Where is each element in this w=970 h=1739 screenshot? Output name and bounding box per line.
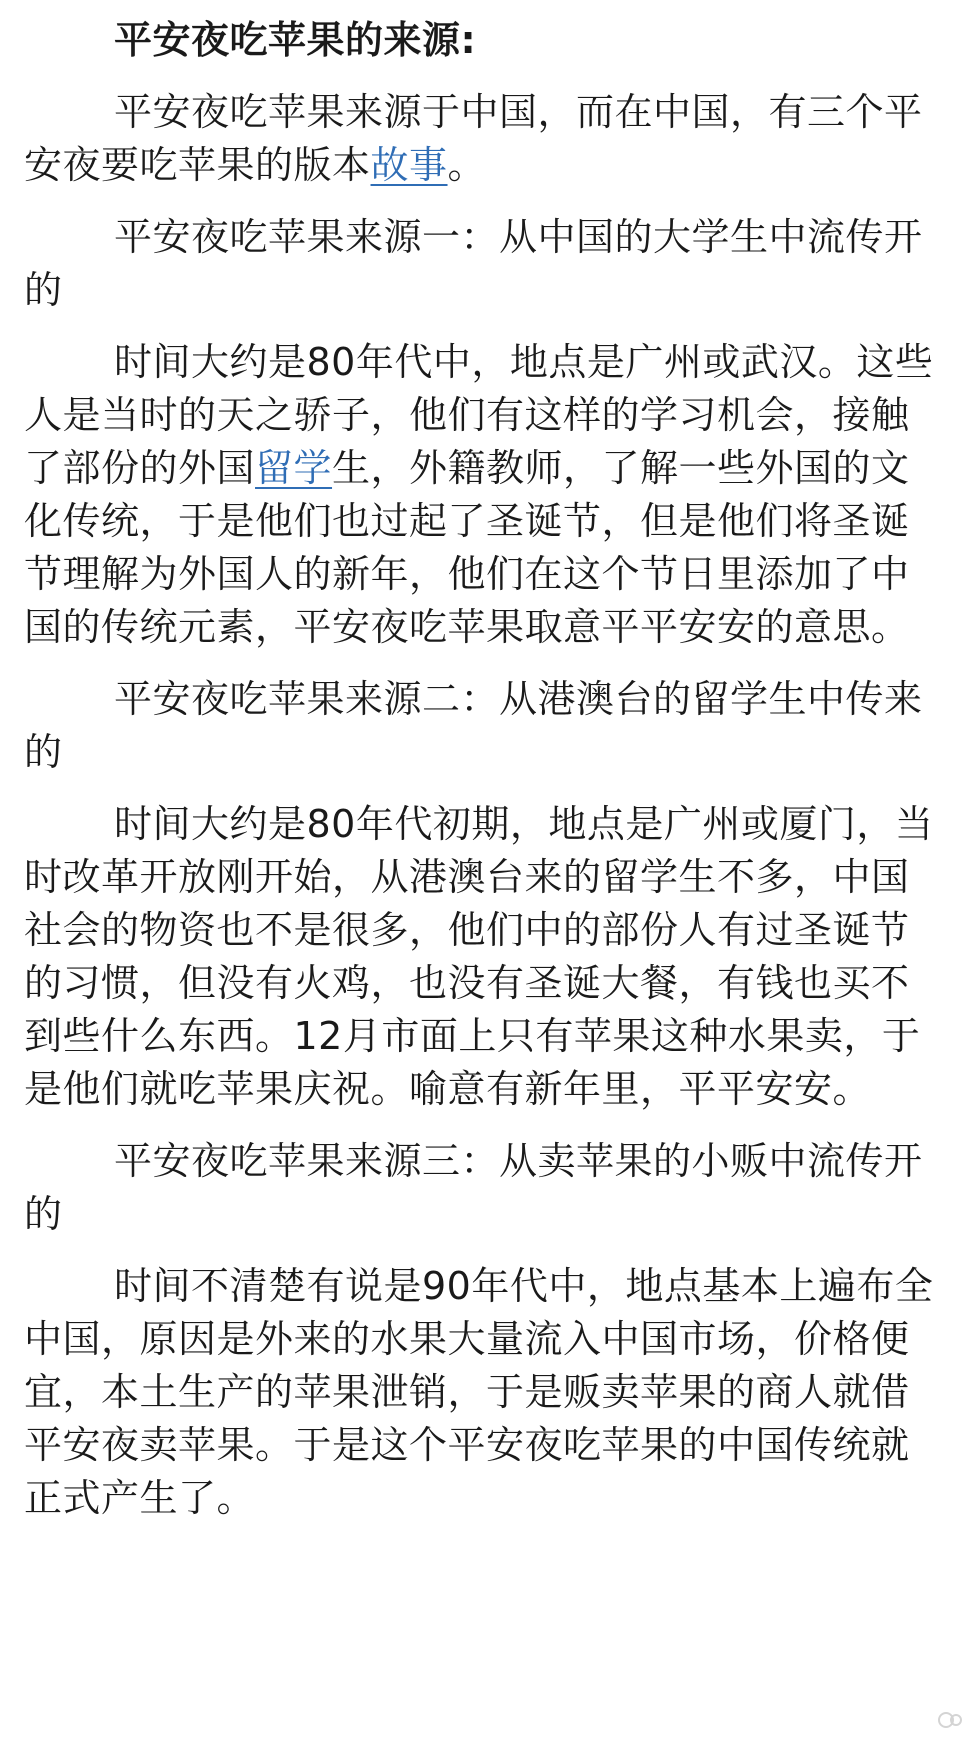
- intro-paragraph: [24, 86, 940, 192]
- source1-body-text: 时间大约是80年代中，地点是广州或武汉。这些人是当时的天之骄子，他们有这样的学习机会，接触了部份的外国: [24, 340, 934, 490]
- study-abroad-link[interactable]: 留学: [255, 446, 333, 490]
- source1-body-rest: 生，外籍教师，了解一些外国的文化传统，于是他们也过起了圣诞节，但是他们将圣诞节理解为外国人的新年，他们在这个节日里添加了中国的传统元素，平安夜吃苹果取意平平安安的意思。: [24, 446, 910, 649]
- intro-text: 平安夜吃苹果来源于中国，而在中国，有三个平安夜要吃苹果的版本: [24, 90, 923, 187]
- source1-body: [24, 336, 940, 654]
- source2-body: 时间大约是80年代初期，地点是广州或厦门，当时改革开放刚开始，从港澳台来的留学生不多，中国社会的物资也不是很多，他们中的部份人有过圣诞节的习惯，但没有火鸡，也没有圣诞大餐，有钱也买不到些什么东西。12月市面上只有苹果这种水果卖，于是他们就吃苹果庆祝。喻意有新年里，平平安安。: [24, 802, 934, 1111]
- intro-end: 。: [447, 143, 487, 187]
- watermark-icon: [936, 1709, 964, 1731]
- source3-title: 平安夜吃苹果来源三：从卖苹果的小贩中流传开的: [24, 1139, 923, 1236]
- source2-title: 平安夜吃苹果来源二：从港澳台的留学生中传来的: [24, 677, 923, 774]
- article-heading: 平安夜吃苹果的来源:: [114, 18, 477, 62]
- source3-body: 时间不清楚有说是90年代中，地点基本上遍布全中国，原因是外来的水果大量流入中国市场，价格便宜，本土生产的苹果泄销，于是贩卖苹果的商人就借平安夜卖苹果。于是这个平安夜吃苹果的中国传统就正式产生了。: [24, 1264, 934, 1520]
- story-link[interactable]: 故事: [370, 143, 448, 187]
- article: [24, 14, 940, 1544]
- watermark-logo: [936, 1709, 964, 1731]
- source1-title: 平安夜吃苹果来源一：从中国的大学生中流传开的: [24, 215, 923, 312]
